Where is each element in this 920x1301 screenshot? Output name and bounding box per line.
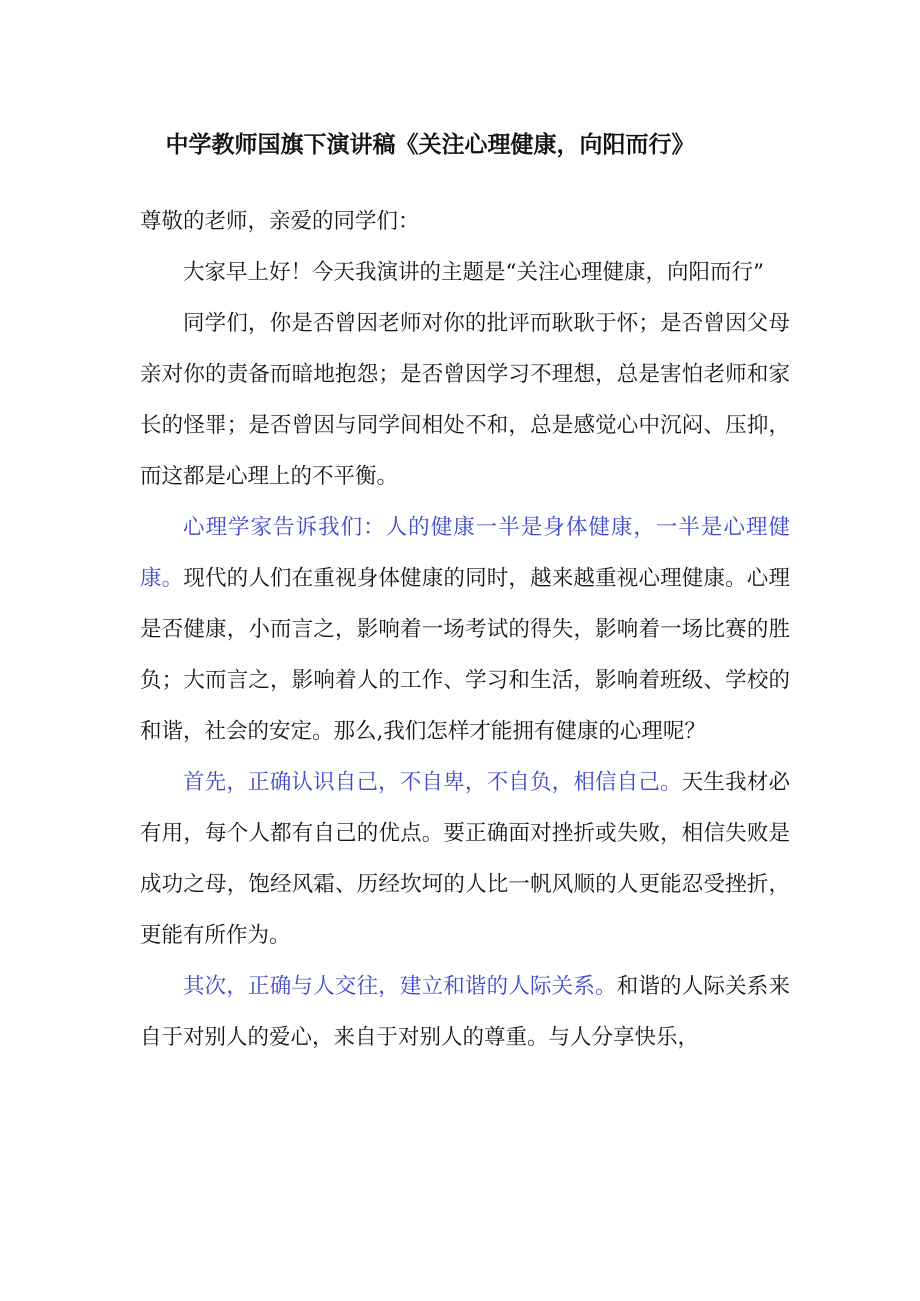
- document-title: 中学教师国旗下演讲稿《关注心理健康，向阳而行》: [165, 132, 695, 158]
- paragraph-3-highlight: 心理学家告诉我们：人的健康一半是身体健康，一半是心理健康。: [140, 515, 790, 591]
- paragraph-1-text: 大家早上好！今天我演讲的主题是“关注心理健康，向阳而行”: [183, 260, 764, 285]
- paragraph-4: [140, 757, 790, 961]
- greeting: 尊敬的老师，亲爱的同学们：: [140, 209, 420, 234]
- paragraph-3: [140, 502, 790, 757]
- paragraph-5-text: 和谐的人际关系来自于对别人的爱心，来自于对别人的尊重。与人分享快乐，: [140, 974, 790, 1050]
- paragraph-4-text: 天生我材必有用，每个人都有自己的优点。要正确面对挫折或失败，相信失败是成功之母，饱经风霜、历经坎坷的人比一帆风顺的人更能忍受挫折，更能有所作为。: [140, 770, 790, 948]
- document-body: [140, 196, 790, 1063]
- paragraph-4-highlight: 首先，正确认识自己，不自卑，不自负，相信自己。: [183, 770, 682, 795]
- paragraph-5-highlight: 其次，正确与人交往，建立和谐的人际关系。: [183, 974, 617, 999]
- paragraph-2-text: 同学们，你是否曾因老师对你的批评而耿耿于怀；是否曾因父母亲对你的责备而暗地抱怨；是否曾因学习不理想，总是害怕老师和家长的怪罪；是否曾因与同学间相处不和，总是感觉心中沉闷、压抑，而这都是心理上的不平衡。: [140, 311, 790, 489]
- paragraph-2: [140, 298, 790, 502]
- paragraph-1: [140, 247, 790, 298]
- paragraph-3-text: 现代的人们在重视身体健康的同时，越来越重视心理健康。心理是否健康，小而言之，影响着一场考试的得失，影响着一场比赛的胜负；大而言之，影响着人的工作、学习和生活，影响着班级、学校的和谐，社会的安定。那么,我们怎样才能拥有健康的心理呢？: [140, 566, 790, 744]
- paragraph-5: [140, 961, 790, 1063]
